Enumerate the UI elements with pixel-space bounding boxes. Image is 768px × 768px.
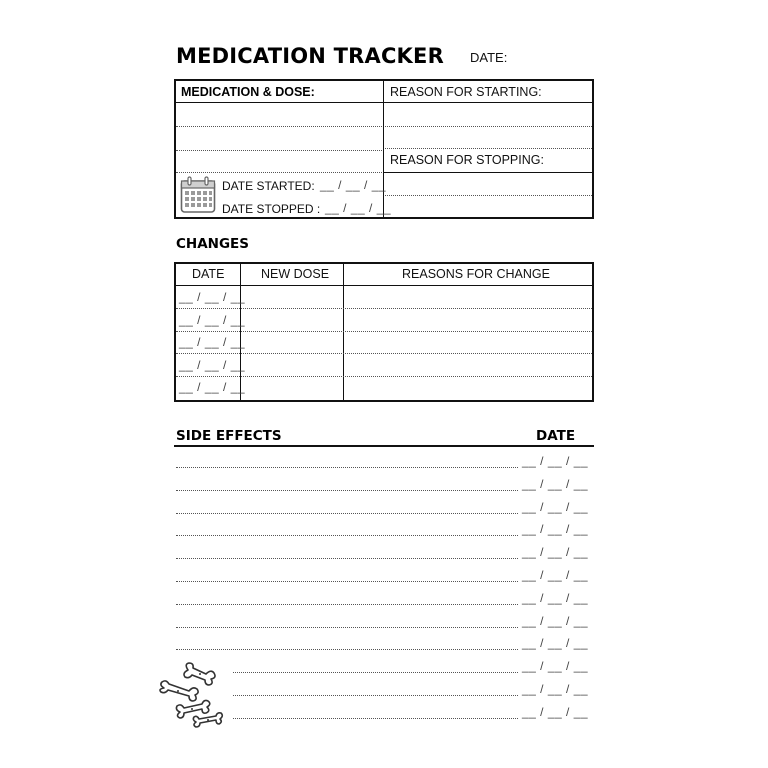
changes-row-line [176, 331, 592, 332]
side-effect-date-field[interactable]: __ / __ / __ [522, 704, 589, 719]
changes-title: CHANGES [176, 236, 249, 252]
changes-col-date: DATE [192, 267, 225, 281]
side-effect-line[interactable] [233, 672, 518, 673]
side-effects-date-title: DATE [536, 428, 576, 444]
changes-col-new-dose: NEW DOSE [261, 267, 330, 281]
changes-row-date-field[interactable]: __ / __ / __ [179, 312, 246, 327]
changes-row-date-field[interactable]: __ / __ / __ [179, 380, 246, 394]
medication-dose-label: MEDICATION & DOSE: [181, 85, 315, 99]
calendar-icon [180, 176, 216, 214]
changes-row-line [176, 376, 592, 377]
reason-starting-label: REASON FOR STARTING: [390, 85, 542, 99]
side-effect-line[interactable] [176, 604, 518, 605]
side-effect-line[interactable] [176, 490, 518, 491]
side-effects-title: SIDE EFFECTS [176, 428, 282, 444]
changes-row-line [176, 353, 592, 354]
side-effect-date-field[interactable]: __ / __ / __ [522, 454, 589, 468]
date-started-field[interactable]: __ / __ / __ [320, 178, 387, 192]
side-effect-line[interactable] [176, 558, 518, 559]
side-effect-line[interactable] [233, 718, 518, 719]
side-effect-date-field[interactable]: __ / __ / __ [522, 499, 589, 514]
side-effect-line[interactable] [176, 467, 518, 468]
changes-row-date-field[interactable]: __ / __ / __ [179, 357, 246, 372]
reason-stopping-label: REASON FOR STOPPING: [390, 153, 544, 167]
side-effect-date-field[interactable]: __ / __ / __ [522, 568, 589, 582]
side-effect-date-field[interactable]: __ / __ / __ [522, 659, 589, 674]
side-effect-date-field[interactable]: __ / __ / __ [522, 682, 589, 696]
side-effect-date-field[interactable]: __ / __ / __ [522, 476, 589, 491]
reason-starting-line[interactable] [385, 126, 592, 127]
side-effect-line[interactable] [176, 649, 518, 650]
changes-col-reasons: REASONS FOR CHANGE [402, 267, 550, 281]
reason-stopping-line[interactable] [385, 195, 592, 196]
medication-line[interactable] [176, 150, 382, 151]
side-effect-date-field[interactable]: __ / __ / __ [522, 613, 589, 628]
medication-box [174, 79, 594, 219]
side-effect-date-field[interactable]: __ / __ / __ [522, 636, 589, 651]
page-title: MEDICATION TRACKER [176, 44, 444, 68]
date-stopped-field[interactable]: __ / __ / __ [325, 201, 392, 215]
side-effect-line[interactable] [233, 695, 518, 696]
medication-line[interactable] [176, 126, 382, 127]
side-effect-date-field[interactable]: __ / __ / __ [522, 590, 589, 605]
changes-row-date-field[interactable]: __ / __ / __ [179, 290, 246, 304]
side-effect-line[interactable] [176, 581, 518, 582]
side-effect-line[interactable] [176, 513, 518, 514]
side-effect-line[interactable] [176, 627, 518, 628]
changes-row-date-field[interactable]: __ / __ / __ [179, 335, 246, 349]
date-label: DATE: [470, 50, 508, 65]
changes-row-line [176, 308, 592, 309]
dog-bones-icon [156, 660, 232, 732]
date-started-label: DATE STARTED: [222, 179, 315, 193]
side-effect-date-field[interactable]: __ / __ / __ [522, 545, 589, 560]
side-effect-date-field[interactable]: __ / __ / __ [522, 522, 589, 537]
side-effect-line[interactable] [176, 535, 518, 536]
date-stopped-label: DATE STOPPED : [222, 202, 321, 216]
